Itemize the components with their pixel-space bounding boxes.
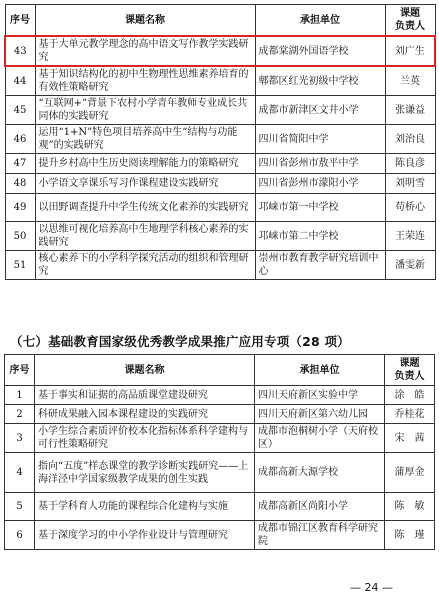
lead-person-cell: 涂 皓	[385, 386, 435, 405]
institution-cell: 邛崃市第二中学校	[255, 222, 385, 251]
row-number-cell: 6	[5, 521, 35, 550]
table-header-row	[5, 355, 435, 386]
topic-title-cell: “互联网+”背景下农村小学青年教师专业成长共同体的实践研究	[35, 96, 255, 125]
header-no: 序号	[5, 5, 35, 37]
institution-cell: 成都高新区尚阳小学	[255, 493, 385, 521]
page-number: — 24 —	[350, 581, 393, 594]
topic-title-cell: 小学语文享课乐写习作课程建设实践研究	[35, 174, 255, 194]
topic-title-cell: 以思维可视化培养高中生地理学科核心素养的实践研究	[35, 222, 255, 251]
topic-title-cell: 基于事实和证据的高品质课堂建设研究	[35, 386, 255, 405]
institution-cell: 成都高新大源学校	[255, 453, 385, 493]
topic-title-cell: 基于大单元教学理念的高中语文写作教学实践研究	[35, 36, 255, 66]
lead-person-cell: 刘治良	[385, 125, 435, 154]
lead-person-cell: 潘雯新	[385, 251, 435, 280]
table-row	[5, 424, 435, 453]
table-row	[5, 36, 435, 66]
lead-person-cell: 蒲厚金	[385, 453, 435, 493]
row-number-cell: 3	[5, 424, 35, 453]
lead-person-cell: 兰英	[385, 66, 435, 96]
topic-title-cell: 小学生综合素质评价校本化指标体系科学建构与可行性策略研究	[35, 424, 255, 453]
lead-person-cell: 陈良彦	[385, 154, 435, 174]
institution-cell: 四川天府新区实验中学	[255, 386, 385, 405]
row-number-cell: 45	[5, 96, 35, 125]
row-number-cell: 48	[5, 174, 35, 194]
topic-title-cell: 基于学科育人功能的课程综合化建构与实施	[35, 493, 255, 521]
table-row	[5, 222, 435, 251]
header-person: 课题 负责人	[385, 355, 435, 386]
lead-person-cell: 苟桥心	[385, 194, 435, 222]
lead-person-cell: 刘广生	[385, 36, 435, 66]
topic-title-cell: 运用“1+N”特色项目培养高中生“结构与功能观”的实践研究	[35, 125, 255, 154]
row-number-cell: 46	[5, 125, 35, 154]
table-row	[5, 386, 435, 405]
research-topics-table-2	[4, 354, 435, 550]
institution-cell: 成都市锦江区教育科学研究院	[255, 521, 385, 550]
row-number-cell: 4	[5, 453, 35, 493]
table-row	[5, 453, 435, 493]
header-unit: 承担单位	[255, 5, 385, 37]
table-row	[5, 174, 435, 194]
institution-cell: 郫都区红光初级中学校	[255, 66, 385, 96]
table-row	[5, 154, 435, 174]
topic-title-cell: 基于深度学习的中小学作业设计与管理研究	[35, 521, 255, 550]
topic-title-cell: 科研成果融入园本课程建设的实践研究	[35, 405, 255, 424]
institution-cell: 四川省简阳中学	[255, 125, 385, 154]
table-header-row	[5, 5, 435, 37]
row-number-cell: 44	[5, 66, 35, 96]
lead-person-cell: 乔桂花	[385, 405, 435, 424]
table-row	[5, 493, 435, 521]
institution-cell: 四川省彭州市敖平中学	[255, 154, 385, 174]
row-number-cell: 1	[5, 386, 35, 405]
row-number-cell: 2	[5, 405, 35, 424]
topic-title-cell: 核心素养下的小学科学探究活动的组织和管理研究	[35, 251, 255, 280]
institution-cell: 成都市新津区文井小学	[255, 96, 385, 125]
lead-person-cell: 陈 瑾	[385, 521, 435, 550]
research-topics-table-1	[4, 4, 436, 280]
header-unit: 承担单位	[255, 355, 385, 386]
topic-title-cell: 提升乡村高中生历史阅读理解能力的策略研究	[35, 154, 255, 174]
header-no: 序号	[5, 355, 35, 386]
table-row	[5, 405, 435, 424]
lead-person-cell: 陈 敏	[385, 493, 435, 521]
row-number-cell: 47	[5, 154, 35, 174]
table-row	[5, 194, 435, 222]
table-row	[5, 66, 435, 96]
topic-title-cell: 指向“五度”样态课堂的教学诊断实践研究——上海洋泾中学国家级教学成果的创生实践	[35, 453, 255, 493]
lead-person-cell: 宋 茜	[385, 424, 435, 453]
table-row	[5, 251, 435, 280]
lead-person-cell: 刘明雪	[385, 174, 435, 194]
table-row	[5, 96, 435, 125]
header-title: 课题名称	[35, 355, 255, 386]
row-number-cell: 50	[5, 222, 35, 251]
row-number-cell: 49	[5, 194, 35, 222]
section-heading: （七）基础教育国家级优秀教学成果推广应用专项（28 项）	[10, 334, 350, 349]
row-number-cell: 5	[5, 493, 35, 521]
table-row	[5, 521, 435, 550]
institution-cell: 邛崃市第一中学校	[255, 194, 385, 222]
row-number-cell: 43	[5, 36, 35, 66]
lead-person-cell: 王荣连	[385, 222, 435, 251]
header-person: 课题 负责人	[385, 5, 435, 37]
topic-title-cell: 以田野调查提升中学生传统文化素养的实践研究	[35, 194, 255, 222]
topic-title-cell: 基于知识结构化的初中生物理性思维素养培育的有效性策略研究	[35, 66, 255, 96]
header-title: 课题名称	[35, 5, 255, 37]
lead-person-cell: 张谦益	[385, 96, 435, 125]
row-number-cell: 51	[5, 251, 35, 280]
institution-cell: 崇州市教育教学研究培训中心	[255, 251, 385, 280]
table-row	[5, 125, 435, 154]
institution-cell: 四川天府新区第六幼儿园	[255, 405, 385, 424]
institution-cell: 成都市泡桐树小学（天府校区）	[255, 424, 385, 453]
institution-cell: 四川省彭州市濛阳小学	[255, 174, 385, 194]
institution-cell: 成都棠湖外国语学校	[255, 36, 385, 66]
